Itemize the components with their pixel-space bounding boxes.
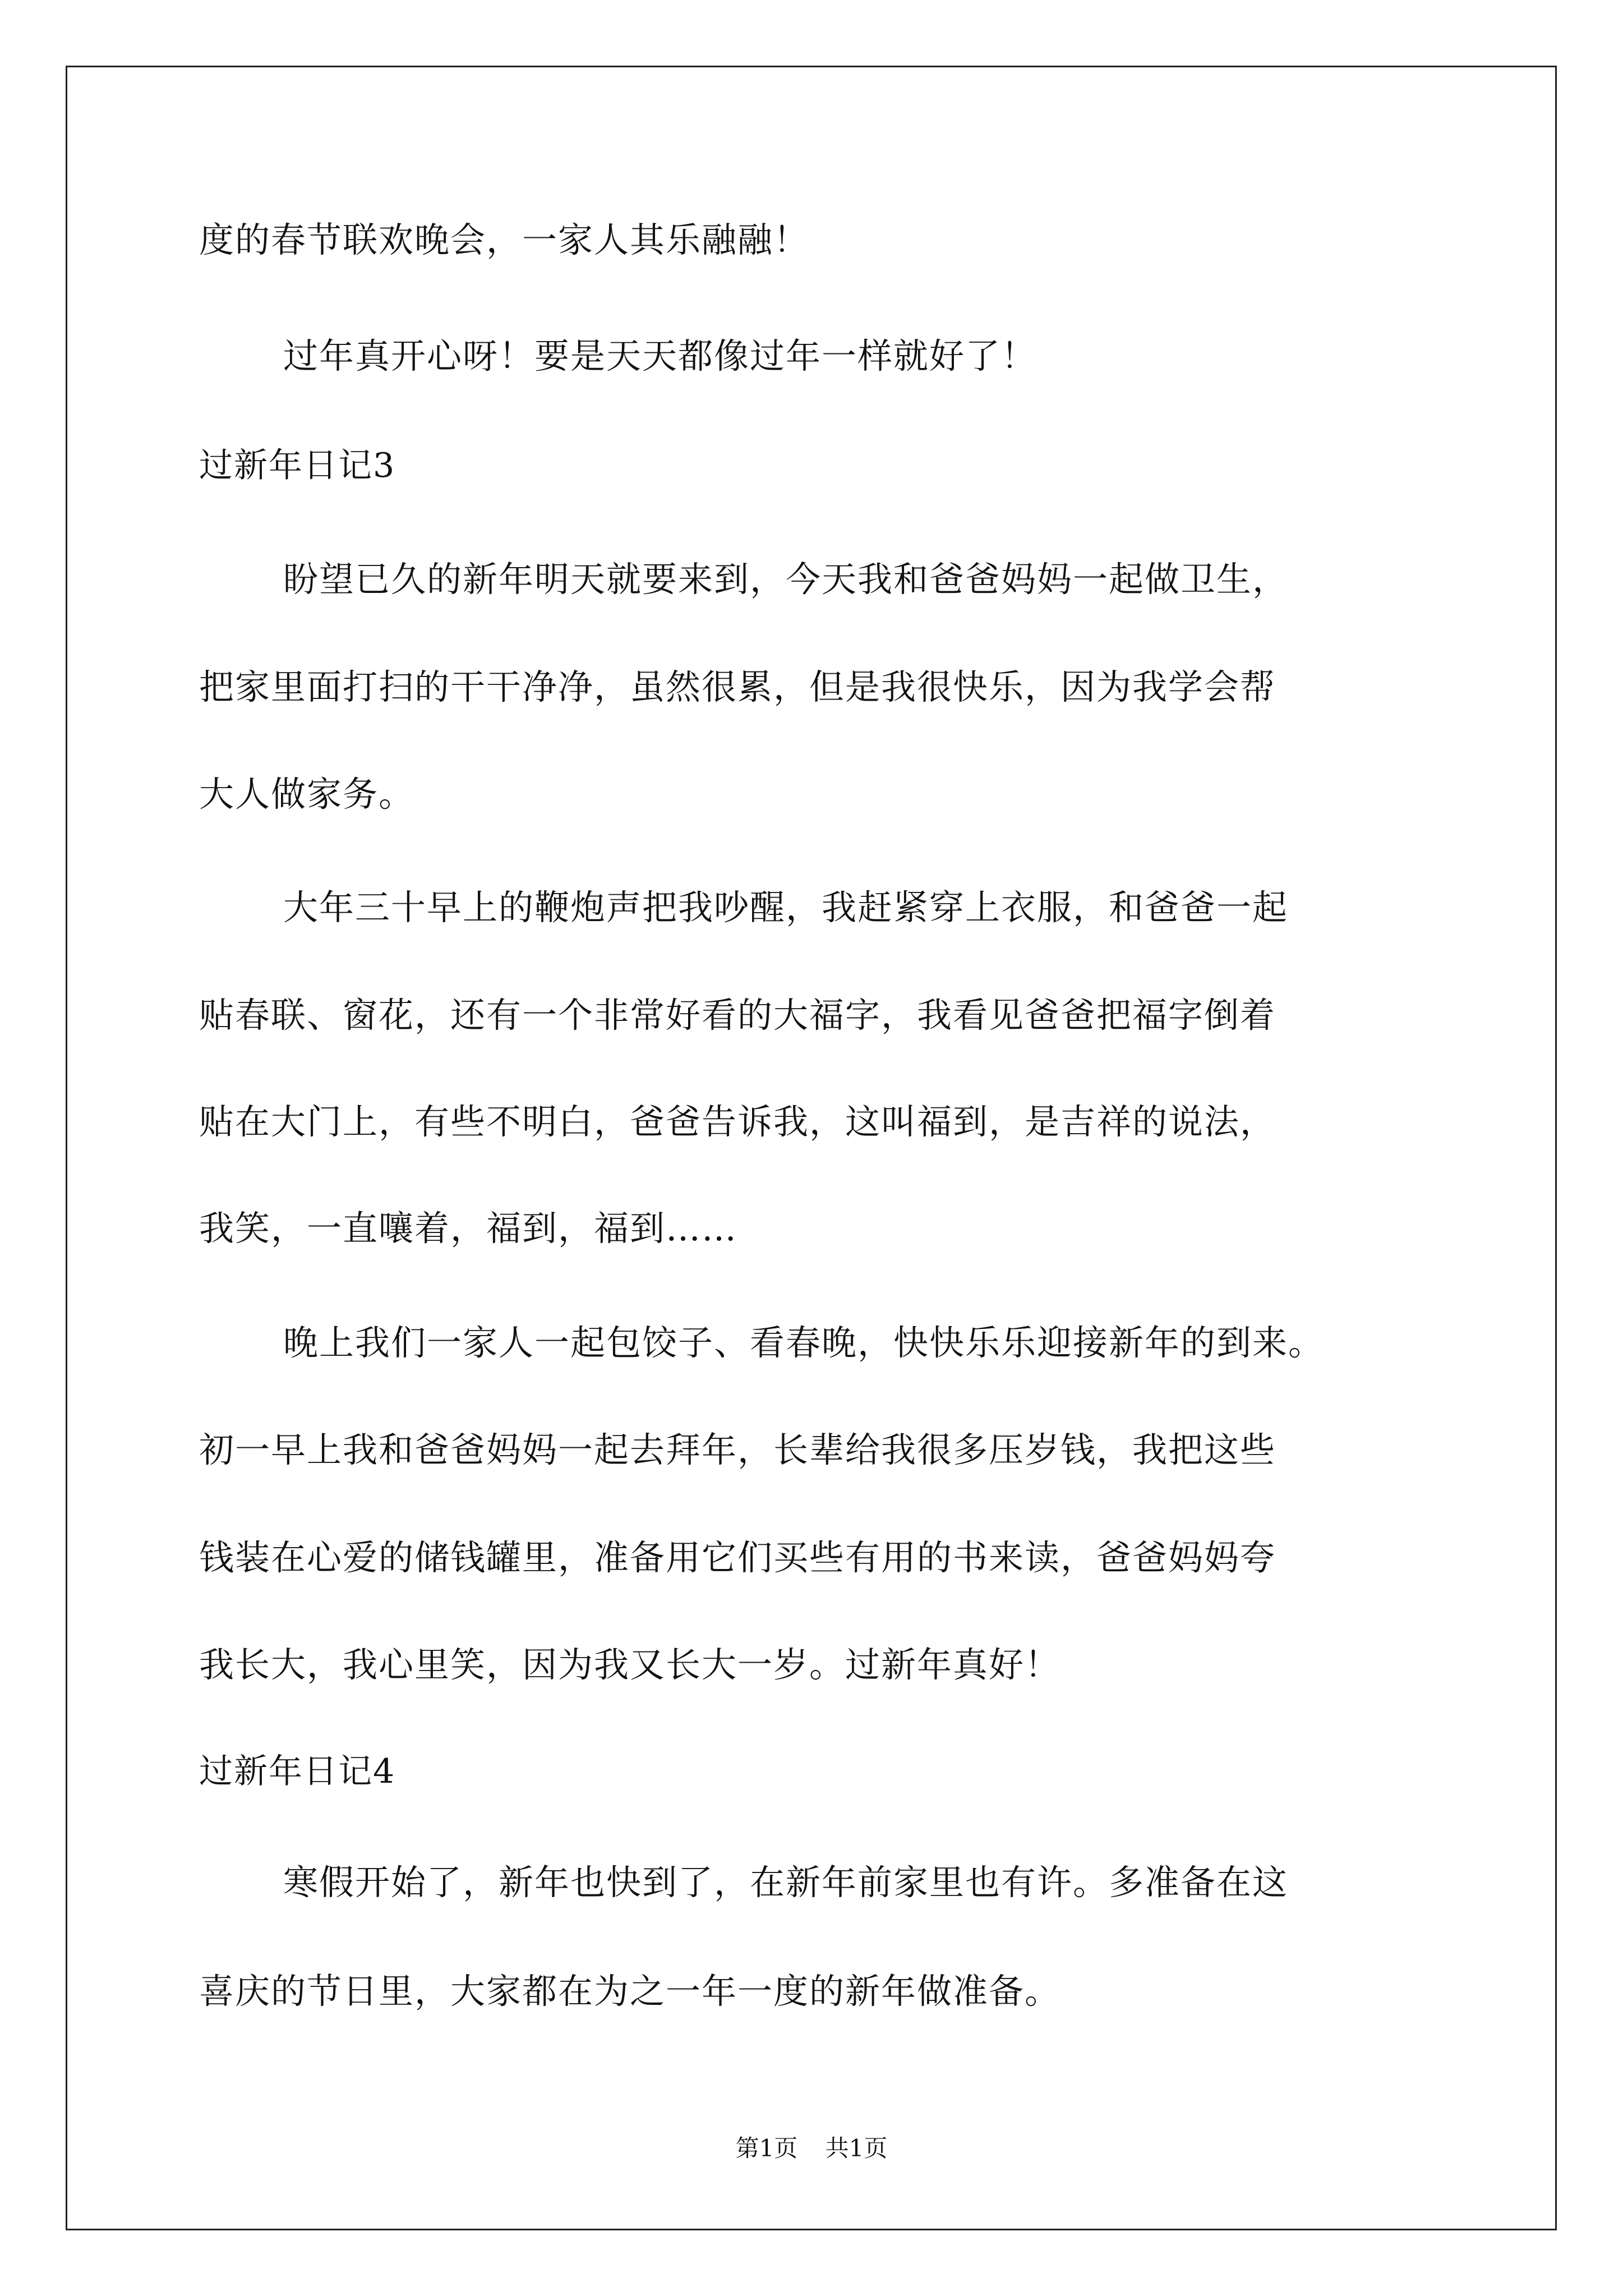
body-line: 初一早上我和爸爸妈妈一起去拜年，长辈给我很多压岁钱，我把这些 xyxy=(199,1429,1276,1470)
page-number-current: 第1页 xyxy=(735,2134,798,2162)
body-line: 我笑，一直嚷着，福到，福到…… xyxy=(199,1208,738,1249)
body-line: 晚上我们一家人一起包饺子、看春晚，快快乐乐迎接新年的到来。 xyxy=(283,1322,1325,1363)
body-line: 大年三十早上的鞭炮声把我吵醒，我赶紧穿上衣服，和爸爸一起 xyxy=(283,887,1289,928)
body-line: 钱装在心爱的储钱罐里，准备用它们买些有用的书来读，爸爸妈妈夸 xyxy=(199,1537,1276,1578)
page-border xyxy=(66,66,1557,2230)
body-line: 寒假开始了，新年也快到了，在新年前家里也有许。多准备在这 xyxy=(283,1862,1289,1903)
page-number-total: 共1页 xyxy=(825,2134,888,2162)
body-line: 度的春节联欢晚会，一家人其乐融融！ xyxy=(199,219,810,260)
body-line: 贴春联、窗花，还有一个非常好看的大福字，我看见爸爸把福字倒着 xyxy=(199,995,1276,1036)
section-heading: 过新年日记4 xyxy=(199,1752,396,1791)
body-line: 贴在大门上，有些不明白，爸爸告诉我，这叫福到，是吉祥的说法， xyxy=(199,1101,1276,1142)
body-line: 盼望已久的新年明天就要来到，今天我和爸爸妈妈一起做卫生， xyxy=(283,559,1289,600)
body-line: 我长大，我心里笑，因为我又长大一岁。过新年真好！ xyxy=(199,1644,1061,1685)
section-heading: 过新年日记3 xyxy=(199,446,396,485)
body-line: 大人做家务。 xyxy=(199,774,415,815)
page-footer xyxy=(0,2132,1623,2165)
body-line: 过年真开心呀！要是天天都像过年一样就好了！ xyxy=(283,335,1038,376)
body-line: 把家里面打扫的干干净净，虽然很累，但是我很快乐，因为我学会帮 xyxy=(199,666,1276,707)
body-line: 喜庆的节日里，大家都在为之一年一度的新年做准备。 xyxy=(199,1971,1061,2012)
